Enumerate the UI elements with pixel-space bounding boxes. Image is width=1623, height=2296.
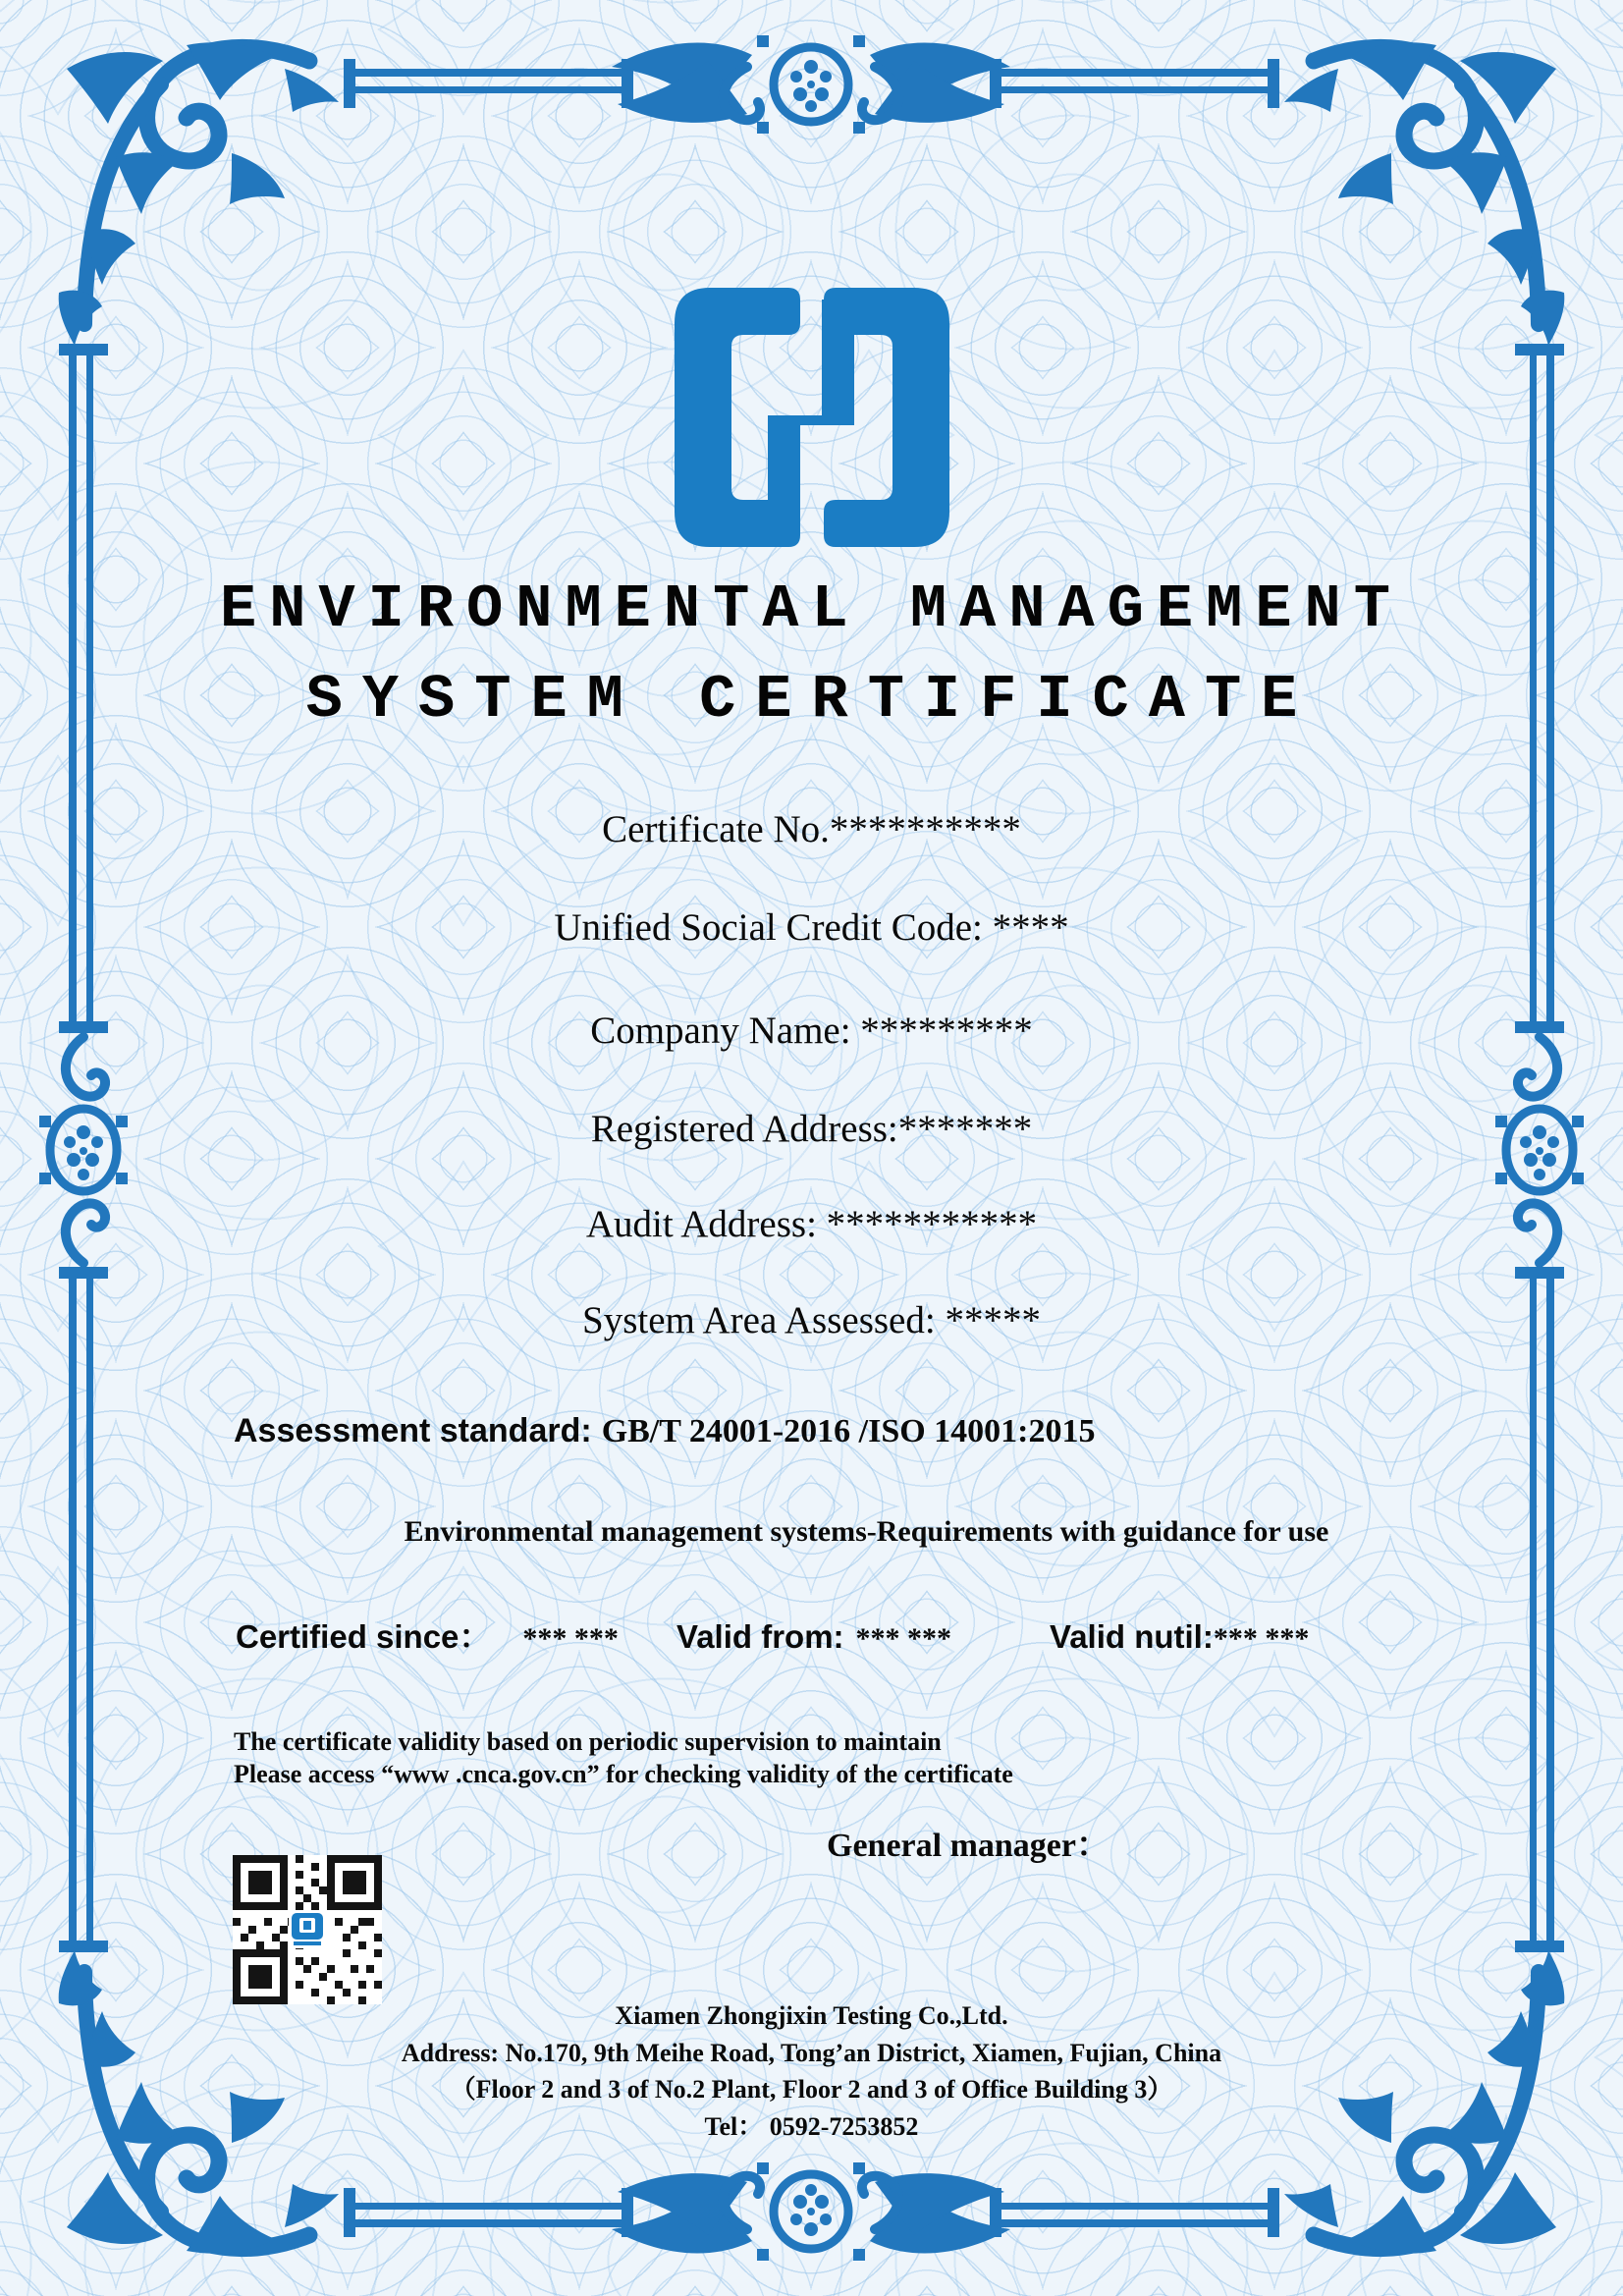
assessment-standard-label: Assessment standard: bbox=[234, 1412, 592, 1449]
general-manager-label: General manager： bbox=[827, 1828, 1109, 1864]
field-system-area-assessed: System Area Assessed: ***** bbox=[582, 1299, 1041, 1341]
scope-statement: Environmental management systems-Requirements with guidance for use bbox=[404, 1515, 1329, 1548]
valid-from-label: Valid from: bbox=[676, 1618, 844, 1655]
certified-since-label: Certified since： bbox=[236, 1618, 492, 1655]
certified-since-value: *** *** bbox=[522, 1622, 619, 1655]
assessment-standard-value: GB/T 24001-2016 /ISO 14001:2015 bbox=[601, 1413, 1096, 1449]
field-certificate-no: Certificate No.********** bbox=[602, 808, 1021, 850]
validity-note bbox=[234, 1725, 1013, 1790]
field-registered-address: Registered Address:******* bbox=[590, 1108, 1033, 1150]
issuer-tel: Tel： 0592-7253852 bbox=[704, 2111, 919, 2141]
valid-from-value: *** *** bbox=[855, 1622, 952, 1655]
valid-until-value: *** *** bbox=[1213, 1622, 1310, 1655]
issuer-block bbox=[0, 1997, 1623, 2145]
certificate-title-line1: ENVIRONMENTAL MANAGEMENT bbox=[220, 574, 1403, 644]
company-logo-icon bbox=[675, 288, 949, 547]
certificate-title-line2: SYSTEM CERTIFICATE bbox=[305, 665, 1318, 735]
certified-since-group bbox=[236, 1616, 619, 1660]
field-audit-address: Audit Address: *********** bbox=[585, 1203, 1038, 1245]
field-social-credit-code: Unified Social Credit Code: **** bbox=[554, 906, 1069, 949]
valid-until-label: Valid nutil: bbox=[1050, 1618, 1214, 1655]
issuer-company: Xiamen Zhongjixin Testing Co.,Ltd. bbox=[615, 2001, 1008, 2030]
field-company-name: Company Name: ********* bbox=[590, 1010, 1033, 1052]
validity-note-line2: Please access “www .cnca.gov.cn” for checking validity of the certificate bbox=[234, 1760, 1013, 1788]
qr-code bbox=[233, 1855, 382, 2004]
issuer-address2: （Floor 2 and 3 of No.2 Plant, Floor 2 and 3 of Office Building 3） bbox=[450, 2075, 1173, 2104]
valid-from-group bbox=[676, 1616, 951, 1660]
valid-until-group bbox=[1050, 1616, 1309, 1660]
validity-note-line1: The certificate validity based on periodic supervision to maintain bbox=[234, 1727, 942, 1756]
issuer-address: Address: No.170, 9th Meihe Road, Tong’an District, Xiamen, Fujian, China bbox=[401, 2038, 1222, 2067]
assessment-standard-line bbox=[234, 1407, 1096, 1455]
